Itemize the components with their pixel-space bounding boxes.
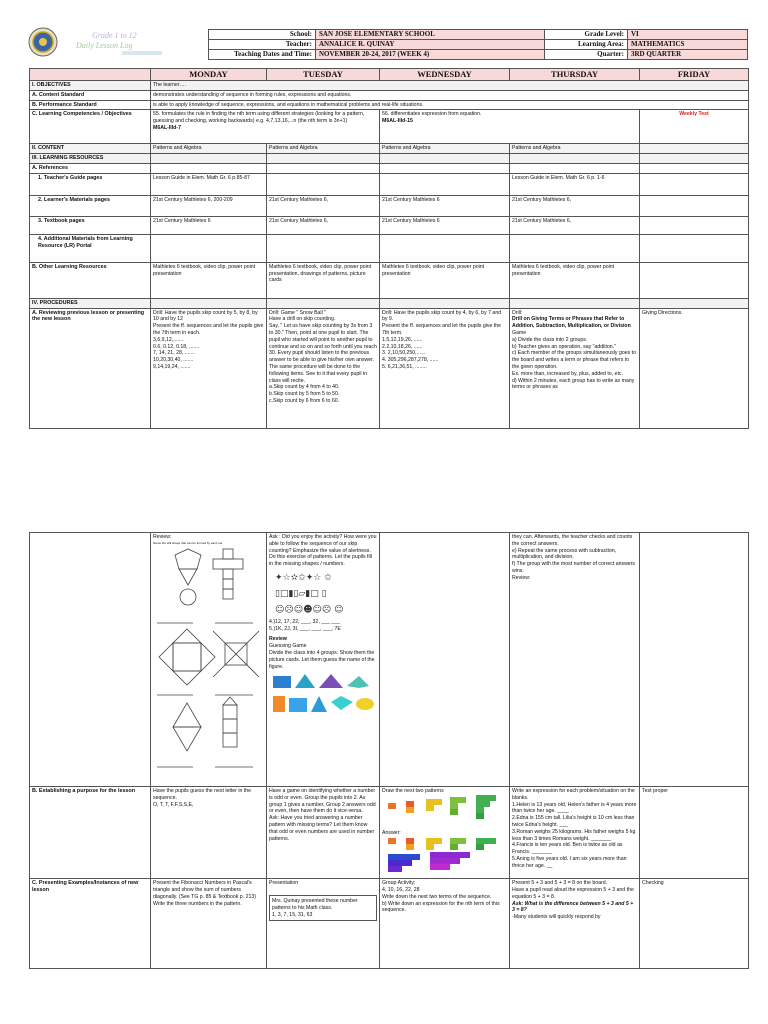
day-header-monday: MONDAY bbox=[151, 69, 267, 81]
review-lesson-wednesday: Drill: Have the pupils skip count by 4, by 6, by 7 and by 9. Present the ff. sequences and let the pupils give the 7th term. 1.5,12,19,26, ...... 2.2,10,18,26, ...... 3. 2,10,50,250,...... 4. 305,296,287,278, ...... 5. 6,21,36,51, ........ bbox=[380, 308, 510, 428]
content-standard-label: A. Content Standard bbox=[30, 90, 151, 100]
textbook-label: 3. Textbook pages bbox=[30, 216, 151, 234]
textbook-thursday: 21st Century Mathletes 6, bbox=[510, 216, 640, 234]
learners-materials-wednesday: 21st Century Mathletes 6 bbox=[380, 195, 510, 216]
other-resources-thursday: Mathletes 6 textbook, video clip, power point presentation bbox=[510, 262, 640, 298]
content-tuesday: Patterns and Algebra bbox=[267, 144, 380, 154]
empty-cell bbox=[30, 533, 151, 787]
teachers-guide-monday: Lesson Guide in Elem. Math Gr. 6 p.85-87 bbox=[151, 173, 267, 195]
content-friday bbox=[640, 144, 749, 154]
empty-cell bbox=[380, 154, 510, 164]
presenting-thursday bbox=[510, 879, 640, 969]
area-value: MATHEMATICS bbox=[628, 40, 748, 50]
presenting-monday: Present the Fibonacci Numbers in Pascal's triangle and show the sum of numbers diagonally. (See TG p. 85 & Textbook p. 213) Write the three numbers in the pattern. bbox=[151, 879, 267, 969]
purpose-wednesday-answer: Answer: bbox=[382, 829, 401, 836]
additional-materials-label: 4. Additional Materials from Learning Resource (LR) Portal bbox=[30, 234, 151, 262]
quarter-label: Quarter: bbox=[545, 50, 628, 60]
day-header-tuesday: TUESDAY bbox=[267, 69, 380, 81]
review-monday-cell bbox=[151, 533, 267, 787]
grade-value: VI bbox=[628, 30, 748, 40]
teacher-value: ANNALICE R. QUINAY bbox=[316, 40, 545, 50]
empty-cell bbox=[640, 216, 749, 234]
day-header-thursday: THURSDAY bbox=[510, 69, 640, 81]
nets-drawing bbox=[153, 545, 261, 773]
review-lesson-monday: Drill: Have the pupils skip count by 5, by 8, by 10 and by 12 Present the ff. sequences and let the pupils give the 7th term in each. 3,6,9,12,....... 0.6, 0.12, 0.18, ....... 7, 14, 21, 28, ....... 10,20,30,40, ....... 9,14,19,24, ....... bbox=[151, 308, 267, 428]
competencies-wednesday-code: M6AL-IIId-15 bbox=[382, 118, 413, 125]
thursday-drill-title: Drill: bbox=[512, 309, 523, 316]
learners-materials-monday: 21st Century Mathletes 6, 200-209 bbox=[151, 195, 267, 216]
svg-text:Daily Lesson Log: Daily Lesson Log bbox=[76, 41, 133, 50]
objectives-title: I. OBJECTIVES bbox=[30, 81, 151, 91]
performance-standard-label: B. Performance Standard bbox=[30, 100, 151, 110]
empty-cell bbox=[267, 163, 380, 173]
day-header-wednesday: WEDNESDAY bbox=[380, 69, 510, 81]
teachers-guide-thursday: Lesson Guide in Elem. Math Gr. 6 p. 1-6 bbox=[510, 173, 640, 195]
review-lesson-tuesday: Drill: Game " Snow Ball " Have a drill on skip counting. Say, " Let us have skip counting by 3s from 3 to 30." Then, point at one pupil to start. The pupil who started will point to another pupil to continue and so on and so forth until you reach 30. Every pupil should listen to the previous answer to be able to give his/her own answer. The same procedure will be done to the following items. See to it that every pupil in class will recite. a.Skip count by 4 from 4 to 40. b.Skip count by 5 from 5 to 50. c.Skip count by 6 from 6 to 60. bbox=[267, 308, 380, 428]
review-tuesday-title: Review bbox=[269, 636, 287, 643]
svg-text:✦☆✫✩✦☆ ✩: ✦☆✫✩✦☆ ✩ bbox=[275, 572, 332, 583]
empty-cell bbox=[640, 173, 749, 195]
weekly-test-label: Weekly Test bbox=[640, 110, 749, 144]
school-value: SAN JOSE ELEMENTARY SCHOOL bbox=[316, 30, 545, 40]
learners-materials-tuesday: 21st Century Mathletes 6, bbox=[267, 195, 380, 216]
performance-standard-text: is able to apply knowledge of sequence, expressions, and equations in mathematical problems and real-life situations. bbox=[151, 100, 749, 110]
block-pattern-drawing bbox=[382, 795, 506, 827]
solid-figures-picture bbox=[269, 672, 377, 716]
empty-cell bbox=[151, 298, 267, 308]
day-header-blank bbox=[30, 69, 151, 81]
review-lesson-friday: Giving Directions. bbox=[640, 308, 749, 428]
review-tuesday-cell bbox=[267, 533, 380, 787]
empty-cell bbox=[380, 533, 510, 787]
day-header-friday: FRIDAY bbox=[640, 69, 749, 81]
other-resources-monday: Mathletes 6 textbook, video clip, power point presentation bbox=[151, 262, 267, 298]
competencies-wednesday bbox=[380, 110, 640, 144]
svg-text:Grade 1 to 12: Grade 1 to 12 bbox=[92, 31, 137, 40]
area-label: Learning Area: bbox=[545, 40, 628, 50]
lesson-log-table-page2 bbox=[29, 532, 749, 969]
grade-label: Grade Level: bbox=[545, 30, 628, 40]
deped-logo bbox=[28, 27, 58, 57]
empty-cell bbox=[510, 298, 640, 308]
content-monday: Patterns and Algebra bbox=[151, 144, 267, 154]
purpose-wednesday-text: Draw the next two patterns bbox=[382, 788, 444, 794]
content-thursday: Patterns and Algebra bbox=[510, 144, 640, 154]
presenting-tuesday-box: Mrs. Quinay presented these number patterns to his Math class. 1, 3, 7, 15, 31, 63 bbox=[269, 895, 377, 921]
presenting-wednesday: Group Activity: 4, 10, 16, 22, 28 Write down the next two terms of the sequence. b) Write down an expression for the nth term of this sequence. bbox=[380, 879, 510, 969]
presenting-tuesday-title: Presentation bbox=[269, 880, 299, 887]
textbook-wednesday: 21st Century Mathletes 6 bbox=[380, 216, 510, 234]
quarter-value: 3RD QUARTER bbox=[628, 50, 748, 60]
purpose-tuesday: Have a game on identifying whether a number is odd or even. Group the pupils into 2. As group 1 gives a number, Group 2 answers odd or even, then have them do it vice-versa. Ask: Have you tried answering a number pattern with missing terms? Let them know that odd or even numbers are used in number patterns. bbox=[267, 787, 380, 879]
empty-cell bbox=[640, 533, 749, 787]
dates-value: NOVEMBER 20-24, 2017 (WEEK 4) bbox=[316, 50, 545, 60]
thursday-drill-heading: Drill on Giving Terms or Phrases that Refer to Addition, Subtraction, Multiplication, or Division bbox=[512, 316, 631, 330]
thursday-drill-text: Game a) Divide the class into 2 groups. b) Teacher gives an operation, say "addition." c) Each member of the groups simultaneously goes to the board and writes a term or phrase that refers to the given operation. Ex. more than, increased by, plus, added to, etc. d) Within 2 minutes, each group has to write as many terms or phrases as bbox=[512, 329, 636, 391]
empty-cell bbox=[267, 234, 380, 262]
other-resources-label: B. Other Learning Resources bbox=[30, 262, 151, 298]
empty-cell bbox=[151, 234, 267, 262]
content-wednesday: Patterns and Algebra bbox=[380, 144, 510, 154]
svg-text:▯□▮▯▱▮□ ▯: ▯□▮▯▱▮□ ▯ bbox=[275, 588, 327, 599]
review-thursday-cell: they can. Afterwards, the teacher checks and counts the correct answers. e) Repeat the same process with subtraction, multiplication, and division. f) The group with the most number of correct answers wins. Review: bbox=[510, 533, 640, 787]
empty-cell bbox=[267, 173, 380, 195]
purpose-wednesday bbox=[380, 787, 510, 879]
presenting-examples-label: C. Presenting Examples/Instances of new lesson bbox=[30, 879, 151, 969]
other-resources-tuesday: Mathletes 6 textbook, video clip, power point presentation, drawings of patterns, picture cards bbox=[267, 262, 380, 298]
empty-cell bbox=[380, 163, 510, 173]
empty-cell bbox=[380, 234, 510, 262]
lesson-log-table-page1 bbox=[29, 68, 749, 429]
review-lesson-thursday bbox=[510, 308, 640, 428]
empty-cell bbox=[267, 298, 380, 308]
competencies-label: C. Learning Competencies / Objectives bbox=[30, 110, 151, 144]
learners-materials-label: 2. Learner's Materials pages bbox=[30, 195, 151, 216]
textbook-monday: 21st Century Mathletes 6 bbox=[151, 216, 267, 234]
textbook-tuesday: 21st Century Mathletes 6, bbox=[267, 216, 380, 234]
purpose-thursday: Write an expression for each problem/situation on the blanks. 1.Helen is 13 years old, Helen's father is 4 years more than twice her age. ____ 2.Edna is 155 cm tall. Lilia's height is 10 cm less than twice Edna's height. ___ 3.Roman weighs 25 kilograms. His father weighs 5 kg less than 3 times Romans weight. _______ 4.Francis is ten years old. Ben is twice as old as Francis. _______ 5.Aning is five years old. I am six years more than thrice her age. __ bbox=[510, 787, 640, 879]
presenting-thursday-line4: -Many students will quickly respond by bbox=[512, 914, 601, 921]
review-tuesday-game: Guessing Game Divide the class into 4 groups. Show them the picture cards. Let them guess the name of the figure. bbox=[269, 643, 375, 670]
empty-cell bbox=[640, 163, 749, 173]
presenting-thursday-line1: Present 5 + 3 and 5 + 3 = 8 on the board. bbox=[512, 880, 608, 887]
teacher-label: Teacher: bbox=[209, 40, 316, 50]
review-tuesday-ask: Ask : Did you enjoy the activity? How were you able to follow the sequence of our skip counting? Emphasize the value of alertness. Do this exercise of patterns. Let the pupils fill in the missing shapes / numbers. bbox=[269, 534, 377, 568]
review-monday-instruction: Name the still shape that can be formed by each net bbox=[153, 540, 223, 545]
svg-text:☺☹☺☻☺☹ ☺: ☺☹☺☻☺☹ ☺ bbox=[275, 604, 344, 615]
content-standard-text: demonstrates understanding of sequence in forming rules, expressions and equations. bbox=[151, 90, 749, 100]
presenting-friday: Checking bbox=[640, 879, 749, 969]
purpose-monday: Have the pupils guess the next letter in the sequence. O, T, T, F,F,S,S,E, bbox=[151, 787, 267, 879]
dll-title-banner bbox=[62, 27, 202, 59]
competencies-monday-text: 55. formulates the rule in finding the nth term using different strategies (looking for a pattern, guessing and checking, working backwards) e.g. 4,7,13,16,...n (the nth term is 3n+1) bbox=[153, 111, 365, 125]
dates-label: Teaching Dates and Time: bbox=[209, 50, 316, 60]
empty-cell bbox=[151, 154, 267, 164]
empty-cell bbox=[640, 234, 749, 262]
empty-cell bbox=[640, 154, 749, 164]
school-label: School: bbox=[209, 30, 316, 40]
objectives-intro: The learner…. bbox=[151, 81, 749, 91]
block-pattern-answer-drawing bbox=[382, 836, 506, 874]
empty-cell bbox=[510, 234, 640, 262]
procedures-title: IV. PROCEDURES bbox=[30, 298, 151, 308]
header-table bbox=[208, 29, 748, 60]
competencies-wednesday-text: 56. differentiates expression from equation. bbox=[382, 111, 482, 118]
empty-cell bbox=[640, 298, 749, 308]
learners-materials-thursday: 21st Century Mathletes 6, bbox=[510, 195, 640, 216]
competencies-monday-code: M6AL-IIId-7 bbox=[153, 124, 181, 131]
empty-cell bbox=[640, 262, 749, 298]
references-label: A. References bbox=[30, 163, 151, 173]
resources-title: III. LEARNING RESOURCES bbox=[30, 154, 151, 164]
other-resources-wednesday: Mathletes 6 textbook, video clip, power point presentation bbox=[380, 262, 510, 298]
empty-cell bbox=[510, 163, 640, 173]
presenting-thursday-line2: Have a pupil read aloud the expression 5 + 3 and the equation 5 + 3 = 8. bbox=[512, 886, 634, 900]
empty-cell bbox=[640, 195, 749, 216]
review-monday-title: Review: bbox=[153, 534, 172, 540]
content-title: II. CONTENT bbox=[30, 144, 151, 154]
empty-cell bbox=[267, 154, 380, 164]
purpose-label: B. Establishing a purpose for the lesson bbox=[30, 787, 151, 879]
review-tuesday-items: 4.)12, 17, 22, ___, 32, ___ ___ 5.)1K, 2J, 3I, ___, ___, ___, 7E bbox=[269, 618, 341, 632]
teachers-guide-label: 1. Teacher's Guide pages bbox=[30, 173, 151, 195]
presenting-tuesday bbox=[267, 879, 380, 969]
review-lesson-label: A. Reviewing previous lesson or presenting the new lesson bbox=[30, 308, 151, 428]
empty-cell bbox=[510, 154, 640, 164]
empty-cell bbox=[151, 163, 267, 173]
competencies-monday bbox=[151, 110, 380, 144]
empty-cell bbox=[380, 298, 510, 308]
purpose-friday: Test proper bbox=[640, 787, 749, 879]
presenting-thursday-line3: Ask: What is the difference between 5 + 3 and 5 + 3 = 8? bbox=[512, 900, 634, 914]
empty-cell bbox=[380, 173, 510, 195]
pattern-shapes-drawing bbox=[269, 570, 377, 616]
